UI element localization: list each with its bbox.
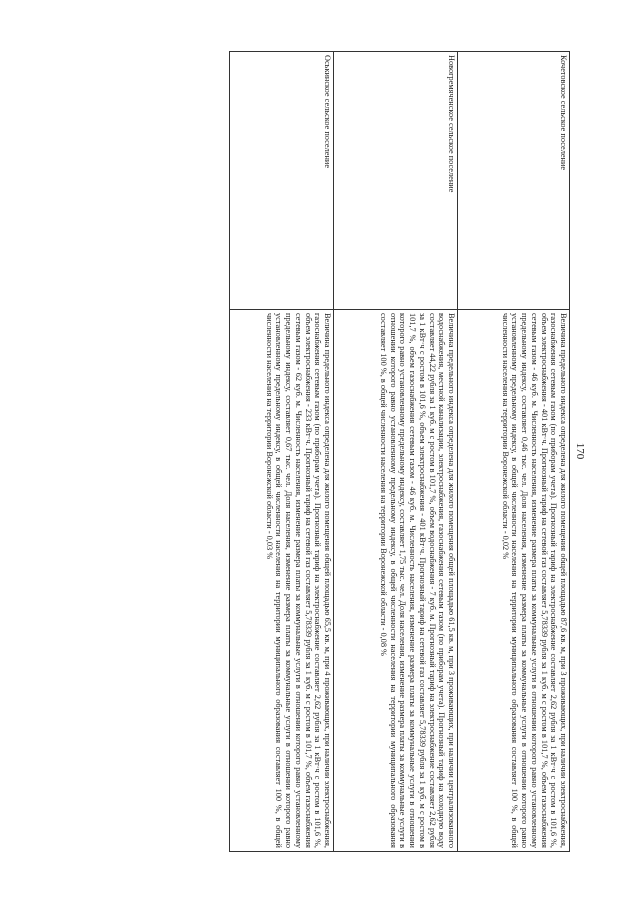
rotated-page-content <box>230 51 570 851</box>
settlement-description-cell: Величина предельного индекса определена для жилого помещения общей площадью 61,5 кв. м, при 3 проживающих, при наличии централизованного водоснабжения, местной канализации, электроснабжения, газоснабжения сетевым газом (по приборам учета). Прогнозный тариф на холодную воду составляет 44,22 рубля за 1 куб. м с ростом в 101,7 %, объем водоснабжения - 7 куб. м. Прогнозный тариф на электроснабжение составляет 2,62 рубля за 1 кВт·ч с ростом в 101,6 %, объем электроснабжения - 401 кВт·ч. Прогнозный тариф на сетевой газ составляет 5,78339 рубля за 1 куб. м с ростом в 101,7 %, объем газоснабжения сетевым газом - 46 куб. м. Численность населения, изменение размера платы за коммунальные услуги в отношении которого равно установленному предельному индексу, составляет 1,75 тыс. чел. Доля населения, изменение размера платы за коммунальные услуги в отношении которого равно установленному предельному индексу, в общей численности населения на территории муниципального образования составляет 100 %, в общей численности населения на территории Воронежской области - 0,08 % <box>334 310 458 852</box>
settlements-table <box>229 51 570 852</box>
settlement-description-cell: Величина предельного индекса определена для жилого помещения общей площадью 65,5 кв. м, при 4 проживающих, при наличии электроснабжения, газоснабжения сетевым газом (по приборам учета). Прогнозный тариф на электроснабжение составляет 2,62 рубля за 1 кВт·ч с ростом в 101,6 %, объем электроснабжения - 233 кВт·ч. Прогнозный тариф на сетевой газ составляет 5,78339 рубля за 1 куб. м с ростом в 101,7 %, объем газоснабжения сетевым газом - 62 куб. м. Численность населения, изменение размера платы за коммунальные услуги в отношении которого равно установленному предельному индексу, составляет 0,67 тыс. чел. Доля населения, изменение размера платы за коммунальные услуги в отношении которого равно установленному предельному индексу, в общей численности населения на территории муниципального образования составляет 100 %, в общей численности населения на территории Воронежской области - 0,03 % <box>230 310 334 852</box>
page-number: 170 <box>574 442 586 460</box>
table-row <box>458 52 570 852</box>
table-row <box>230 52 334 852</box>
settlement-name-cell: Кочетовское сельское поселение <box>458 52 570 310</box>
table-row <box>334 52 458 852</box>
settlement-name-cell: Оськинское сельское поселение <box>230 52 334 310</box>
settlement-description-cell: Величина предельного индекса определена для жилого помещения общей площадью 87,6 кв. м, при 3 проживающих, при наличии электроснабжения, газоснабжения сетевым газом (по приборам учета). Прогнозный тариф на электроснабжение составляет 2,62 рубля за 1 кВт·ч с ростом в 101,6 %, объем электроснабжения - 401 кВт·ч. Прогнозный тариф на сетевой газ составляет 5,78339 рубля за 1 куб. м с ростом в 101,7 %, объем газоснабжения сетевым газом - 46 куб. м. Численность населения, изменение размера платы за коммунальные услуги в отношении которого равно установленному предельному индексу, составляет 0,46 тыс. чел. Доля населения, изменение размера платы за коммунальные услуги в отношении которого равно установленному предельному индексу, в общей численности населения на территории муниципального образования составляет 100 %, в общей численности населения на территории Воронежской области - 0,02 % <box>458 310 570 852</box>
settlement-name-cell: Новогремяченское сельское поселение <box>334 52 458 310</box>
